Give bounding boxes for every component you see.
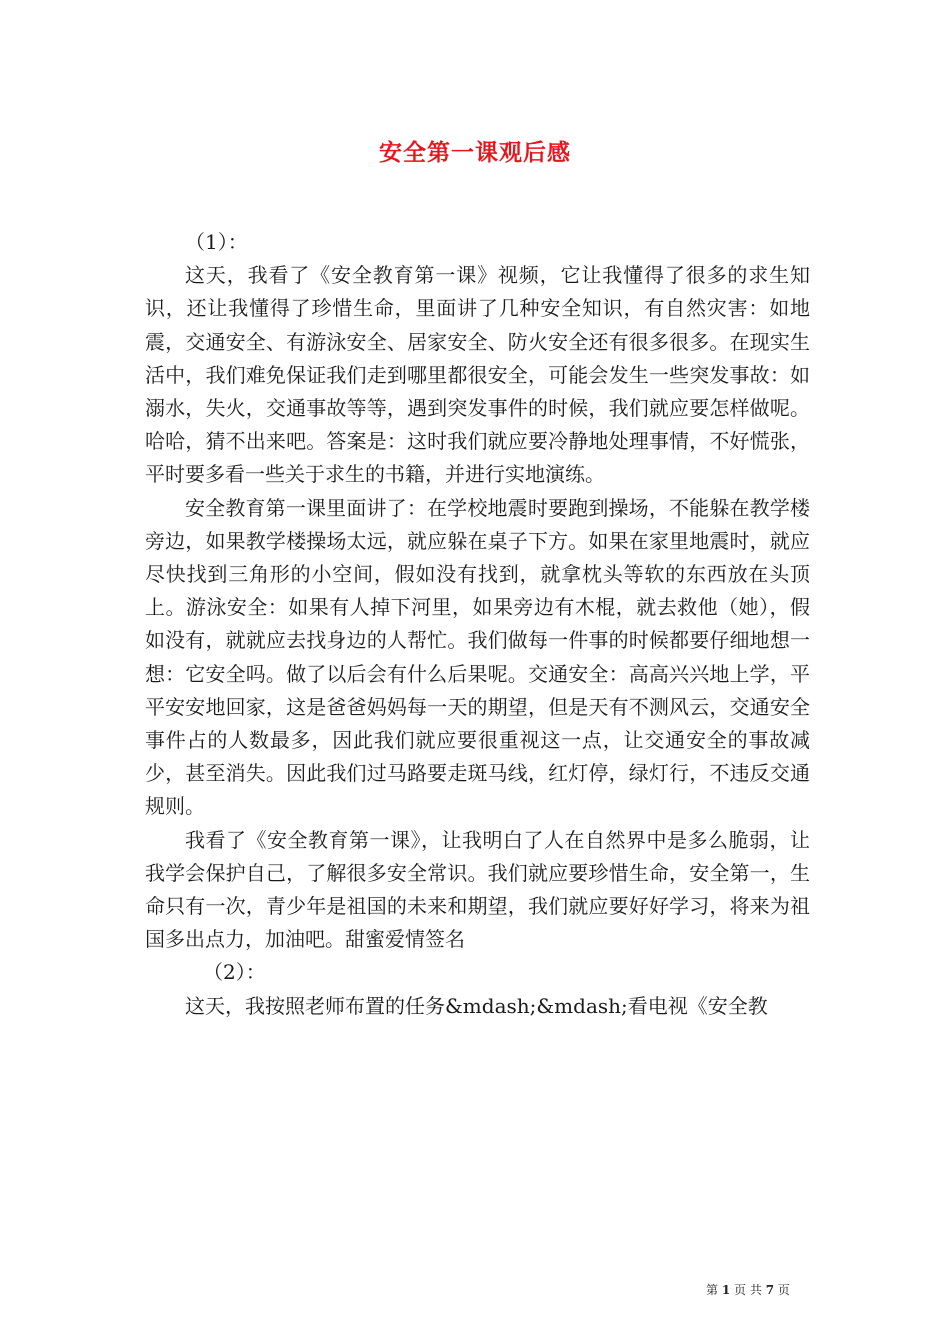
footer-middle: 页 共 — [734, 1283, 762, 1297]
paragraph-4: 这天，我按照老师布置的任务&mdash;&mdash;看电视《安全教 — [185, 993, 768, 1018]
section-label-2: （2）： — [203, 960, 266, 985]
footer-prefix: 第 — [706, 1283, 719, 1297]
paragraph-1: 这天，我看了《安全教育第一课》视频，它让我懂得了很多的求生知识，还让我懂得了珍惜生命，里面讲了几种安全知识，有自然灾害：如地震，交通安全、有游泳安全、居家安全、防火安全还有很多很多。在现实生活中，我们难免保证我们走到哪里都很安全，可能会发生一些突发事故：如溺水，失火，交通事故等等，遇到突发事件的时候，我们就应要怎样做呢。哈哈，猜不出来吧。答案是：这时我们就应要冷静地处理事情，不好慌张，平时要多看一些关于求生的书籍，并进行实地演练。 — [145, 263, 810, 487]
paragraph-2: 安全教育第一课里面讲了：在学校地震时要跑到操场，不能躲在教学楼旁边，如果教学楼操场太远，就应躲在桌子下方。如果在家里地震时，就应尽快找到三角形的小空间，假如没有找到，就拿枕头等软的东西放在头顶上。游泳安全：如果有人掉下河里，如果旁边有木棍，就去救他（她），假如没有，就就应去找身边的人帮忙。我们做每一件事的时候都要仔细地想一想：它安全吗。做了以后会有什么后果呢。交通安全：高高兴兴地上学，平平安安地回家，这是爸爸妈妈每一天的期望，但是天有不测风云，交通安全事件占的人数最多，因此我们就应要很重视这一点，让交通安全的事故减少，甚至消失。因此我们过马路要走斑马线，红灯停，绿灯行，不违反交通规则。 — [145, 495, 810, 819]
document-title: 安全第一课观后感 — [379, 139, 571, 166]
page-number-footer — [706, 1281, 790, 1298]
section-label-1: （1）： — [185, 230, 248, 254]
footer-total-pages: 7 — [765, 1283, 775, 1297]
document-body — [145, 226, 810, 1023]
footer-suffix: 页 — [777, 1283, 790, 1297]
footer-current-page: 1 — [721, 1283, 731, 1297]
paragraph-3: 我看了《安全教育第一课》，让我明白了人在自然界中是多么脆弱，让我学会保护自己，了解很多安全常识。我们就应要珍惜生命，安全第一，生命只有一次，青少年是祖国的未来和期望，我们就应要好好学习，将来为祖国多出点力，加油吧。甜蜜爱情签名 — [145, 827, 810, 952]
